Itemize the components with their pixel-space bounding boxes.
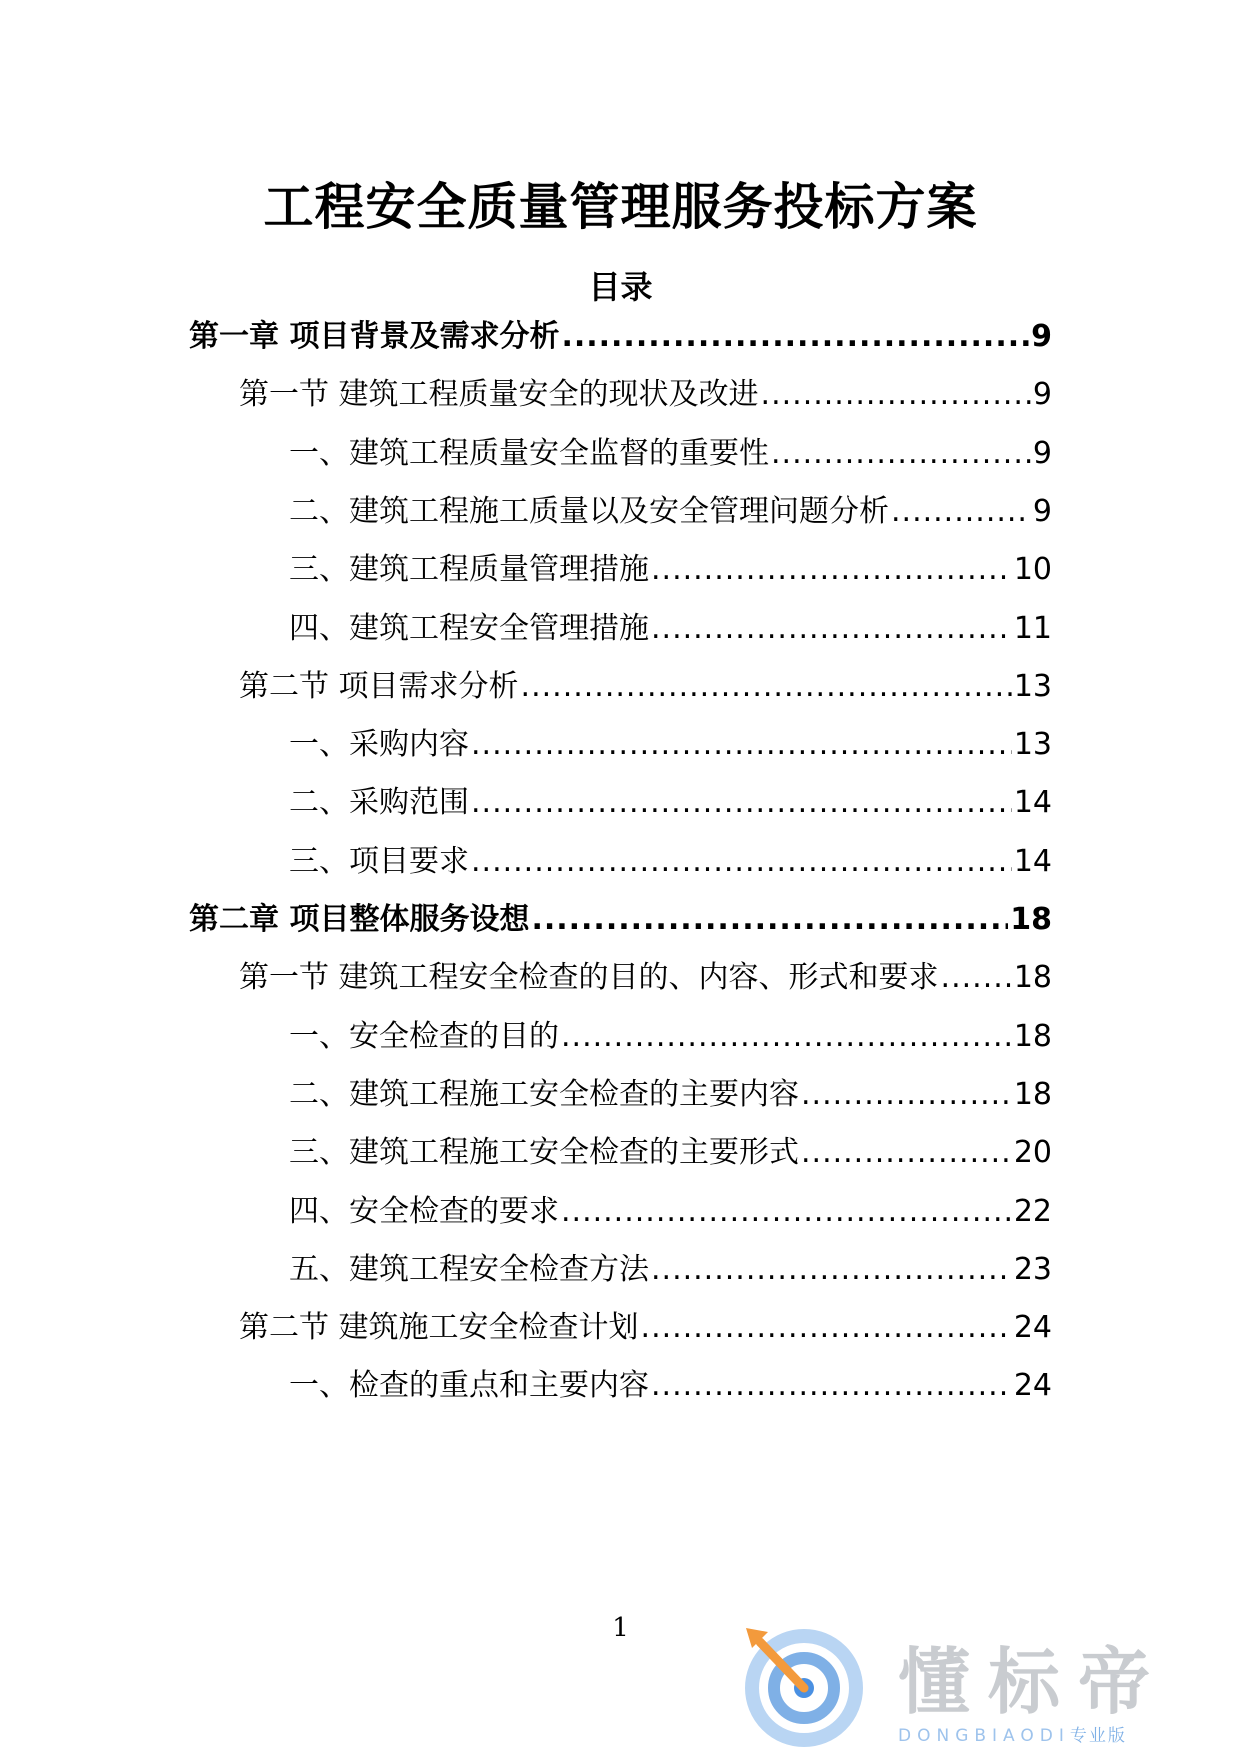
toc-entry-title: 一、安全检查的目的 [289,1018,559,1054]
watermark-pinyin: DONGBIAODI [898,1726,1070,1746]
toc-entry-title: 一、采购内容 [289,727,469,763]
toc-entry[interactable] [239,373,1052,417]
toc-entry-page: 24 [1013,1368,1052,1404]
toc-entry-title: 三、建筑工程质量管理措施 [289,552,649,588]
toc-dot-leader [651,607,1012,651]
toc-dot-leader [941,956,1012,1000]
toc-entry[interactable] [289,607,1052,651]
toc-entry-page: 22 [1013,1193,1052,1229]
toc-entry[interactable] [289,1248,1052,1292]
toc-entry-page: 9 [1032,435,1052,471]
toc-entry-page: 23 [1013,1251,1052,1287]
toc-dot-leader [471,723,1012,767]
toc-entry-title: 二、建筑工程施工安全检查的主要内容 [289,1076,799,1112]
watermark-subtitle [898,1725,1127,1747]
toc-entry-page: 20 [1013,1135,1052,1171]
toc-entry[interactable] [289,490,1052,534]
toc-entry[interactable] [239,956,1052,1000]
toc-entry[interactable] [289,1190,1052,1234]
watermark-edition: 专业版 [1069,1726,1127,1746]
toc-entry[interactable] [289,840,1052,884]
toc-entry-page: 9 [1031,319,1052,354]
brand-watermark [738,1622,1218,1748]
toc-dot-leader [561,1190,1012,1234]
toc-entry-title: 一、建筑工程质量安全监督的重要性 [289,435,769,471]
toc-entry-title: 第二节 建筑施工安全检查计划 [239,1310,639,1346]
toc-entry[interactable] [239,665,1052,709]
toc-entry-title: 二、建筑工程施工质量以及安全管理问题分析 [289,493,889,529]
toc-entry-page: 18 [1013,1018,1052,1054]
toc-entry[interactable] [289,781,1052,825]
toc-dot-leader [531,898,1008,942]
toc-dot-leader [771,432,1031,476]
toc-entry-page: 13 [1013,727,1052,763]
toc-dot-leader [471,840,1012,884]
toc-entry-page: 24 [1013,1310,1052,1346]
toc-entry-page: 9 [1032,493,1052,529]
toc-entry-title: 三、项目要求 [289,843,469,879]
toc-dot-leader [651,548,1012,592]
target-icon [738,1622,868,1748]
toc-dot-leader [471,781,1012,825]
toc-entry-page: 11 [1013,610,1052,646]
toc-entry[interactable] [189,315,1052,359]
toc-entry[interactable] [289,1015,1052,1059]
toc-entry-page: 10 [1013,552,1052,588]
toc-entry-page: 18 [1013,1076,1052,1112]
toc-entry-page: 13 [1013,668,1052,704]
toc-entry-title: 第一章 项目背景及需求分析 [189,319,560,354]
toc-dot-leader [801,1131,1012,1175]
toc-entry-page: 14 [1013,785,1052,821]
toc-entry-title: 四、安全检查的要求 [289,1193,559,1229]
toc-heading: 目录 [588,268,653,306]
document-title: 工程安全质量管理服务投标方案 [263,178,978,236]
toc-entry-title: 第二章 项目整体服务设想 [189,902,530,937]
toc-entry-title: 二、采购范围 [289,785,469,821]
toc-entry[interactable] [289,432,1052,476]
toc-entry-page: 18 [1013,960,1052,996]
toc-entry[interactable] [239,1306,1052,1350]
toc-entry[interactable] [289,1364,1052,1408]
toc-dot-leader [521,665,1012,709]
toc-entry-title: 三、建筑工程施工安全检查的主要形式 [289,1135,799,1171]
toc-dot-leader [761,373,1031,417]
toc-entry-title: 第一节 建筑工程安全检查的目的、内容、形式和要求 [239,960,939,996]
toc-dot-leader [651,1248,1012,1292]
toc-dot-leader [641,1306,1012,1350]
toc-entry-title: 四、建筑工程安全管理措施 [289,610,649,646]
toc-dot-leader [891,490,1031,534]
toc-entry-page: 14 [1013,843,1052,879]
toc-dot-leader [561,315,1029,359]
toc-dot-leader [801,1073,1012,1117]
toc-entry-title: 五、建筑工程安全检查方法 [289,1251,649,1287]
page-number: 1 [612,1613,629,1643]
toc-dot-leader [651,1364,1012,1408]
toc-entry[interactable] [289,723,1052,767]
toc-entry[interactable] [289,1073,1052,1117]
toc-entry-page: 9 [1032,377,1052,413]
toc-entry[interactable] [289,548,1052,592]
toc-entry-title: 一、检查的重点和主要内容 [289,1368,649,1404]
toc-entry-title: 第二节 项目需求分析 [239,668,519,704]
toc-entry[interactable] [289,1131,1052,1175]
toc-entry-title: 第一节 建筑工程质量安全的现状及改进 [239,377,759,413]
toc-dot-leader [561,1015,1012,1059]
toc-entry[interactable] [189,898,1052,942]
toc-entry-page: 18 [1010,902,1052,937]
watermark-brand: 懂标帝 [898,1640,1169,1724]
